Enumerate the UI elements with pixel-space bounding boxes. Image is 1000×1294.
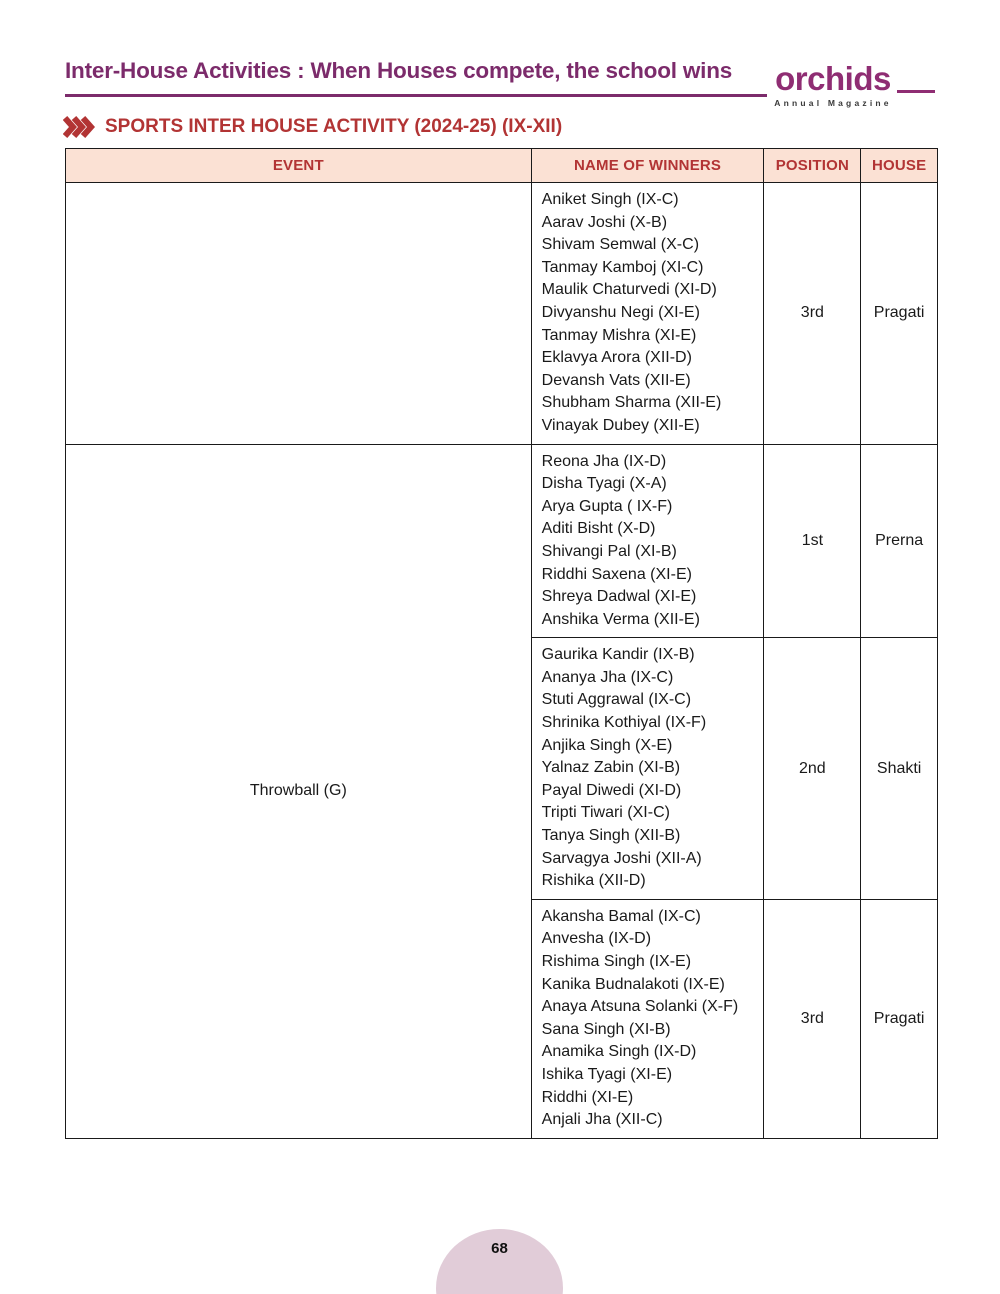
winner-name: Akansha Bamal (IX-C) [541, 907, 701, 925]
page-number: 68 [491, 1240, 508, 1257]
column-header-house: HOUSE [861, 149, 938, 183]
winners-cell [531, 444, 764, 638]
logo-dash [897, 90, 935, 93]
winner-name: Gaurika Kandir (IX-B) [541, 646, 695, 664]
winner-name: Anvesha (IX-D) [541, 930, 652, 948]
winner-name: Arya Gupta ( IX-F) [541, 497, 673, 515]
position-cell: 2nd [764, 638, 861, 900]
winner-name: Tanya Singh (XII-B) [541, 827, 681, 845]
winner-name: Tanmay Mishra (XI-E) [541, 326, 697, 344]
winner-name: Kanika Budnalakoti (IX-E) [541, 975, 725, 993]
winner-name: Tanmay Kamboj (XI-C) [541, 258, 704, 276]
winner-name: Eklavya Arora (XII-D) [541, 349, 692, 367]
winner-name: Aniket Singh (IX-C) [541, 191, 679, 208]
winner-name: Ananya Jha (IX-C) [541, 668, 674, 686]
winner-name: Aditi Bisht (X-D) [541, 520, 656, 538]
winner-name: Anshika Verma (XII-E) [541, 610, 700, 628]
winner-name: Shreya Dadwal (XI-E) [541, 588, 697, 606]
column-header-position: POSITION [764, 149, 861, 183]
winners-cell [531, 183, 764, 445]
position-cell: 1st [764, 444, 861, 638]
winner-name: Divyanshu Negi (XI-E) [541, 303, 700, 321]
house-cell: Shakti [861, 638, 938, 900]
winner-name: Sarvagya Joshi (XII-A) [541, 849, 702, 867]
winner-name: Devansh Vats (XII-E) [541, 371, 691, 389]
winner-name: Vinayak Dubey (XII-E) [541, 416, 700, 434]
winner-name: Yalnaz Zabin (XI-B) [541, 759, 681, 777]
winner-name: Stuti Aggrawal (IX-C) [541, 691, 692, 709]
winner-name: Tripti Tiwari (XI-C) [541, 804, 670, 822]
winners-cell [531, 638, 764, 900]
winner-name: Ishika Tyagi (XI-E) [541, 1065, 673, 1083]
winner-name: Anamika Singh (IX-D) [541, 1043, 697, 1061]
triple-chevron-icon [63, 116, 95, 138]
winner-name: Shrinika Kothiyal (IX-F) [541, 714, 707, 732]
column-header-event: EVENT [66, 149, 532, 183]
page-number-oval [436, 1229, 563, 1294]
section-heading [63, 116, 562, 138]
event-cell [66, 183, 532, 445]
winner-name: Maulik Chaturvedi (XI-D) [541, 281, 717, 299]
column-header-name-of-winners: NAME OF WINNERS [531, 149, 764, 183]
winner-name: Reona Jha (IX-D) [541, 452, 667, 470]
winner-name: Sana Singh (XI-B) [541, 1020, 671, 1038]
winner-name: Shivangi Pal (XI-B) [541, 542, 677, 560]
winner-name: Rishika (XII-D) [541, 872, 646, 890]
position-cell: 3rd [764, 899, 861, 1138]
winner-name: Anjika Singh (X-E) [541, 736, 673, 754]
winner-name: Shubham Sharma (XII-E) [541, 394, 722, 412]
winners-cell [531, 899, 764, 1138]
position-cell: 3rd [764, 183, 861, 445]
winner-name: Disha Tyagi (X-A) [541, 475, 667, 493]
table-header-row [66, 149, 938, 183]
winner-name: Rishima Singh (IX-E) [541, 953, 692, 970]
winners-table [65, 148, 938, 1139]
winner-name: Riddhi Saxena (XI-E) [541, 565, 692, 583]
house-cell: Pragati [861, 183, 938, 445]
table-row [66, 183, 938, 445]
logo-tagline: Annual Magazine [774, 98, 892, 108]
section-heading-text: SPORTS INTER HOUSE ACTIVITY (2024-25) (IX-XII) [105, 116, 563, 137]
winner-name: Shivam Semwal (X-C) [541, 236, 700, 254]
logo-brand-text: orchids [775, 60, 891, 97]
winner-name: Anjali Jha (XII-C) [541, 1111, 663, 1129]
page-title: Inter-House Activities : When Houses compete, the school wins [65, 58, 733, 83]
house-cell: Pragati [861, 899, 938, 1138]
title-underline [65, 94, 767, 97]
winner-name: Riddhi (XI-E) [541, 1088, 634, 1106]
winner-name: Anaya Atsuna Solanki (X-F) [541, 998, 739, 1016]
table-row [66, 444, 938, 638]
winner-name: Aarav Joshi (X-B) [541, 213, 668, 231]
house-cell: Prerna [861, 444, 938, 638]
winner-name: Payal Diwedi (XI-D) [541, 781, 682, 799]
winners-table-body [66, 183, 938, 1139]
orchids-logo [773, 62, 893, 108]
event-cell: Throwball (G) [66, 444, 532, 1138]
